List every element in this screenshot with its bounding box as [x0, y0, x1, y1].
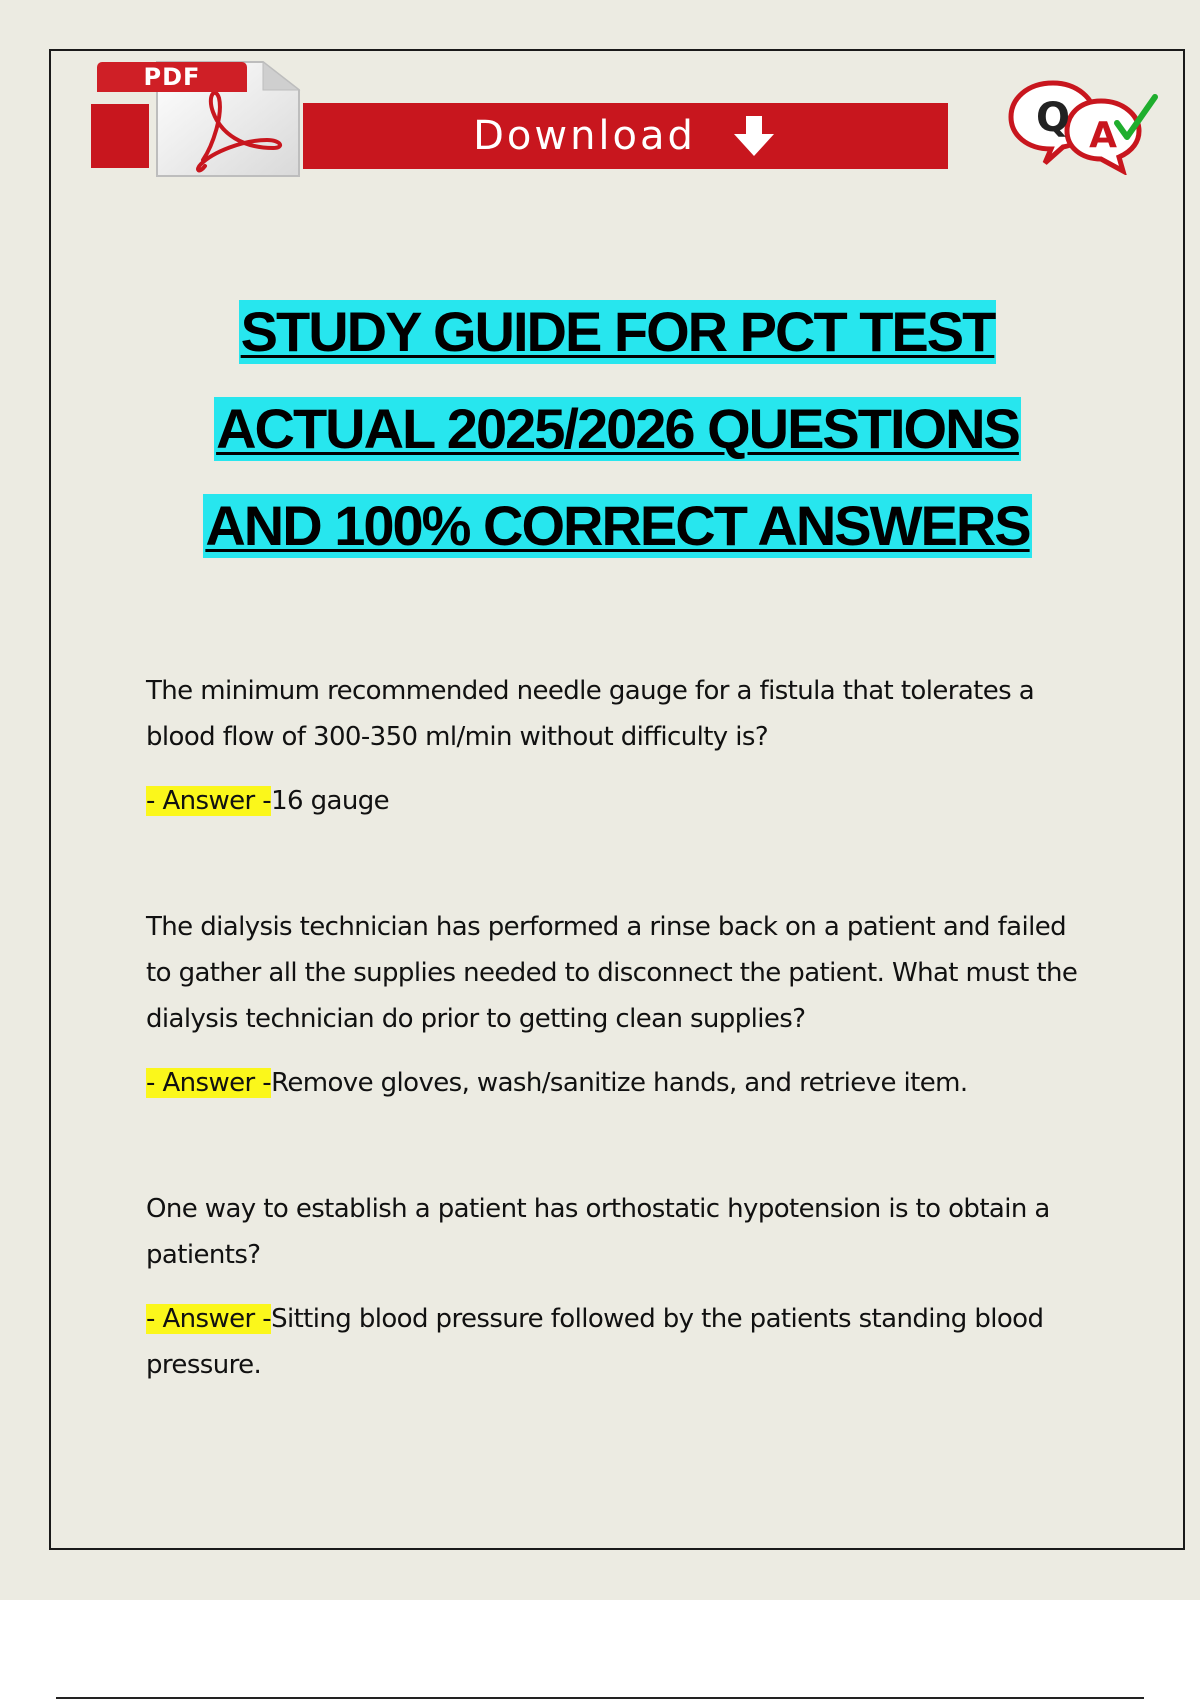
title-line-3: AND 100% CORRECT ANSWERS — [205, 494, 1030, 557]
answer-label: - Answer - — [146, 1068, 272, 1098]
qa-item — [146, 668, 1096, 824]
download-button[interactable] — [303, 103, 948, 169]
answer-label: - Answer - — [146, 786, 272, 816]
arrow-down-icon — [730, 114, 778, 158]
question-text: The dialysis technician has performed a rinse back on a patient and failed to gather all the supplies needed to disconnect the patient. What must the dialysis technician do prior to getting clean supplies? — [146, 912, 1078, 1034]
answer-line — [146, 1296, 1096, 1388]
answer-text: 16 gauge — [271, 786, 390, 816]
title-line-1: STUDY GUIDE FOR PCT TEST — [240, 300, 995, 363]
pdf-tab-label: PDF — [97, 62, 247, 92]
logo-q-letter: Q — [1035, 95, 1071, 141]
answer-line — [146, 1060, 1096, 1106]
qa-item — [146, 1186, 1096, 1388]
answer-line — [146, 778, 1096, 824]
answer-text: Sitting blood pressure followed by the patients standing blood pressure. — [146, 1304, 1044, 1380]
answer-label: - Answer - — [146, 1304, 272, 1334]
question-text: One way to establish a patient has orthostatic hypotension is to obtain a patients? — [146, 1194, 1050, 1270]
logo-a-letter: A — [1089, 115, 1117, 156]
download-banner[interactable] — [91, 60, 861, 180]
banner-red-left — [91, 104, 149, 168]
answer-text: Remove gloves, wash/sanitize hands, and retrieve item. — [271, 1068, 968, 1098]
qa-list — [146, 668, 1096, 1468]
document-title — [100, 300, 1135, 591]
bottom-divider — [56, 1697, 1144, 1699]
question-text: The minimum recommended needle gauge for a fistula that tolerates a blood flow of 300-350 ml/min without difficulty is? — [146, 676, 1035, 752]
title-line-2: ACTUAL 2025/2026 QUESTIONS — [216, 397, 1019, 460]
qa-item — [146, 904, 1096, 1106]
qa-check-logo-icon — [1005, 75, 1165, 175]
download-label: Download — [473, 113, 696, 159]
